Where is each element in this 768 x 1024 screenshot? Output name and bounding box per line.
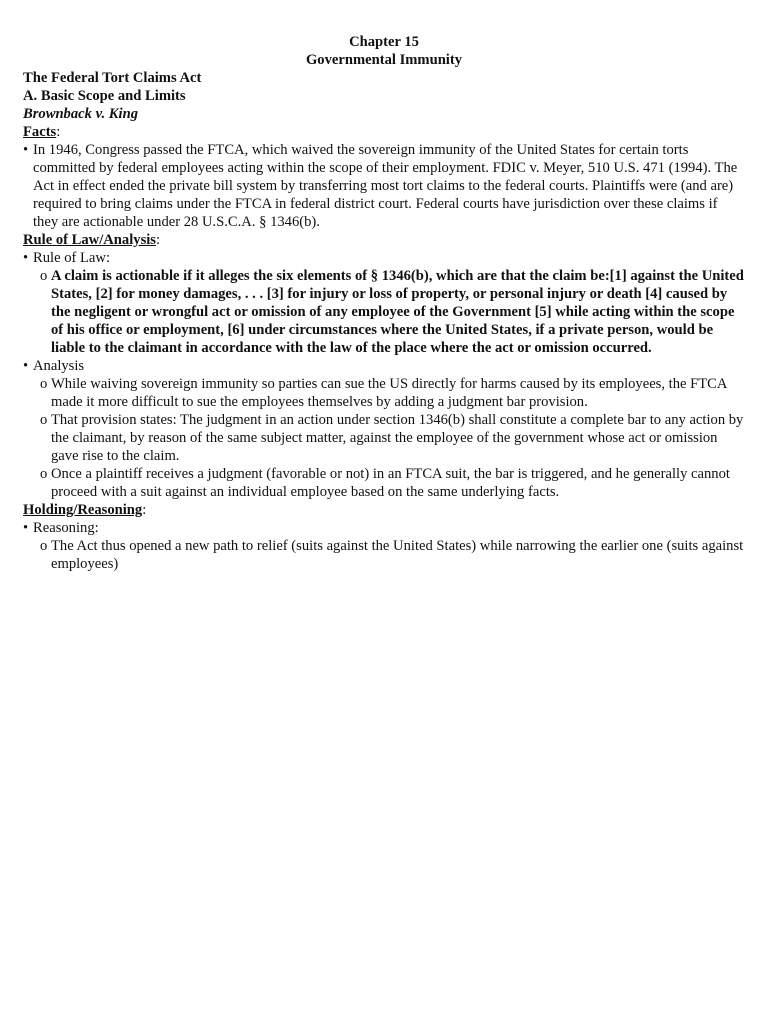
sub-bullet-icon: o <box>40 268 48 284</box>
rule-label-item <box>23 249 745 267</box>
document-page <box>23 33 745 573</box>
reasoning-item <box>23 537 745 573</box>
facts-heading-label: Facts <box>23 124 57 140</box>
sub-bullet-icon: o <box>40 412 48 428</box>
chapter-subtitle: Governmental Immunity <box>305 52 463 68</box>
case-name: Brownback v. King <box>23 106 139 122</box>
facts-bullet-item <box>23 141 745 231</box>
facts-heading-colon: : <box>56 124 61 140</box>
sub-bullet-icon: o <box>40 466 48 482</box>
rule-heading-colon: : <box>155 232 161 248</box>
analysis-item-text: While waiving sovereign immunity so parties can sue the US directly for harms caused by its employees, the FTCA made it more difficult to sue the employees themselves by adding a judgment bar provision. <box>51 376 727 410</box>
bullet-icon: • <box>23 520 29 536</box>
rule-label-text: Rule of Law: <box>33 250 111 266</box>
holding-heading-colon: : <box>142 502 147 518</box>
analysis-label-text: Analysis <box>33 358 85 374</box>
analysis-item <box>23 375 745 411</box>
analysis-item <box>23 411 745 465</box>
analysis-label-item <box>23 357 745 375</box>
rule-heading <box>23 231 745 249</box>
analysis-item-text: That provision states: The judgment in an action under section 1346(b) shall constitute a complete bar to any action by the claimant, by reason of the same subject matter, against the employee of the government whose act or omission gave rise to the claim. <box>51 412 744 464</box>
bullet-icon: • <box>23 358 29 374</box>
holding-heading <box>23 501 745 519</box>
holding-heading-label: Holding/Reasoning <box>23 502 143 518</box>
bullet-icon: • <box>23 142 29 158</box>
rule-text-item <box>23 267 745 357</box>
rule-text: A claim is actionable if it alleges the six elements of § 1346(b), which are that the claim be:[1] against the United States, [2] for money damages, . . . [3] for injury or loss of property, or personal injury or death [4] caused by the negligent or wrongful act or omission of any employee of the Government [5] while acting within the scope of his office or employment, [6] under circumstances where the United States, if a private person, would be liable to the claimant in accordance with the law of the place where the act or omission occurred. <box>51 268 744 356</box>
facts-heading <box>23 123 745 141</box>
part-title: A. Basic Scope and Limits <box>23 88 186 104</box>
reasoning-label-text: Reasoning: <box>33 520 99 536</box>
bullet-icon: • <box>23 250 29 266</box>
analysis-item <box>23 465 745 501</box>
rule-heading-label: Rule of Law/Analysis <box>23 232 156 248</box>
act-title: The Federal Tort Claims Act <box>23 70 202 86</box>
reasoning-label-item <box>23 519 745 537</box>
analysis-item-text: Once a plaintiff receives a judgment (favorable or not) in an FTCA suit, the bar is triggered, and he generally cannot proceed with a suit against an individual employee based on the same underlying facts. <box>51 466 730 500</box>
sub-bullet-icon: o <box>40 538 48 554</box>
sub-bullet-icon: o <box>40 376 48 392</box>
chapter-title: Chapter 15 <box>349 34 419 50</box>
reasoning-item-text: The Act thus opened a new path to relief (suits against the United States) while narrowing the earlier one (suits against employees) <box>51 538 744 572</box>
facts-bullet-text: In 1946, Congress passed the FTCA, which waived the sovereign immunity of the United States for certain torts committed by federal employees acting within the scope of their employment. FDIC v. Meyer, 510 U.S. 471 (1994). The Act in effect ended the private bill system by transferring most tort claims to the federal courts. Plaintiffs were (and are) required to bring claims under the FTCA in federal district court. Federal courts have jurisdiction over these claims if they are actionable under 28 U.S.C.A. § 1346(b). <box>33 142 738 230</box>
